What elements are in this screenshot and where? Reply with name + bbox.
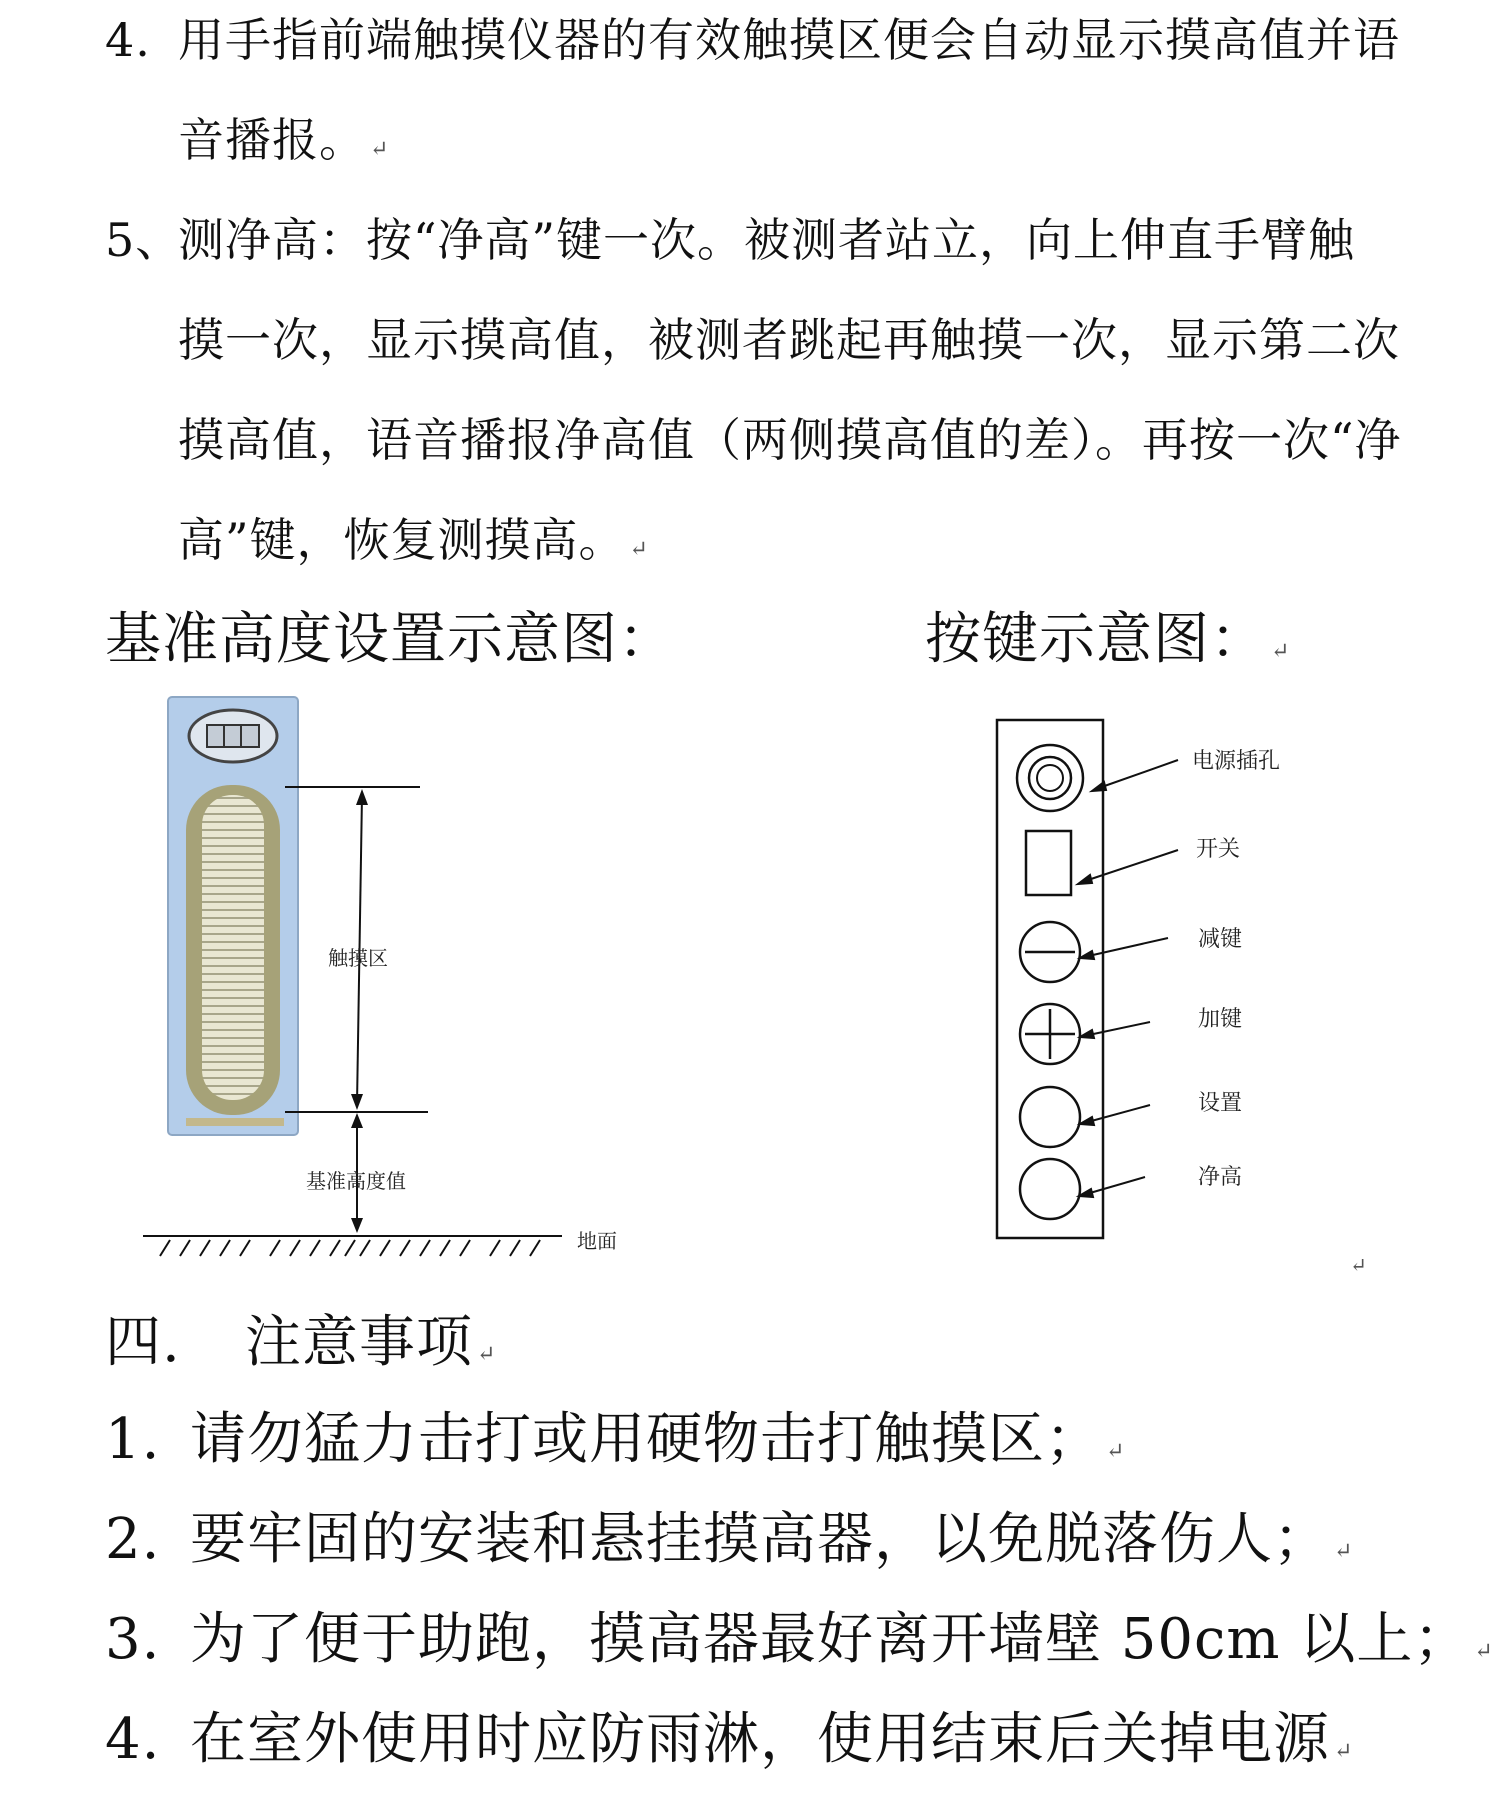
notes-heading-text: 注意事项 (245, 1310, 473, 1375)
note-number: 3. (105, 1607, 161, 1672)
step4-text-line2: 音播报。 (178, 113, 366, 167)
step4-text-line1: 用手指前端触摸仪器的有效触摸区便会自动显示摸高值并语 (178, 13, 1400, 67)
notes-heading-number: 四. (105, 1310, 181, 1375)
note-text: 要牢固的安装和悬挂摸高器，以免脱落伤人； (190, 1507, 1330, 1572)
step4-number: 4. (105, 13, 151, 67)
label-minus-key: 减键 (1198, 927, 1243, 952)
paragraph-mark: ↵ (1334, 1739, 1354, 1764)
note-number: 2. (105, 1507, 161, 1572)
paragraph-mark: ↵ (1106, 1439, 1126, 1464)
right-diagram-title: 按键示意图： (925, 607, 1267, 672)
step5-text-line1: 测净高：按“净高”键一次。被测者站立，向上伸直手臂触 (178, 213, 1356, 267)
label-net-height: 净高 (1198, 1165, 1243, 1190)
base-height-label: 基准高度值 (306, 1169, 406, 1193)
base-height-diagram (0, 680, 700, 1280)
touch-zone-label: 触摸区 (328, 946, 388, 970)
step5-text-line4: 高”键，恢复测摸高。 (178, 513, 626, 567)
button-panel (997, 720, 1103, 1238)
step5-text-line2: 摸一次，显示摸高值，被测者跳起再触摸一次，显示第二次 (178, 313, 1400, 367)
note-text: 在室外使用时应防雨淋，使用结束后关掉电源 (190, 1707, 1330, 1772)
left-diagram-title: 基准高度设置示意图： (105, 607, 675, 672)
step5-number: 5、 (105, 213, 183, 267)
paragraph-mark: ↵ (1271, 639, 1291, 664)
paragraph-mark: ↵ (477, 1342, 497, 1367)
note-text: 请勿猛力击打或用硬物击打触摸区； (190, 1407, 1102, 1472)
note-text: 为了便于助跑，摸高器最好离开墙壁 50cm 以上； (190, 1607, 1471, 1672)
label-switch: 开关 (1196, 837, 1241, 862)
step5-text-line3: 摸高值，语音播报净高值（两侧摸高值的差）。再按一次“净 (178, 413, 1402, 467)
button-layout-diagram (960, 700, 1380, 1277)
note-number: 1. (105, 1407, 161, 1472)
paragraph-mark: ↵ (1350, 1253, 1367, 1277)
paragraph-mark: ↵ (1334, 1539, 1354, 1564)
label-setting: 设置 (1198, 1091, 1243, 1116)
label-power-jack: 电源插孔 (1192, 749, 1281, 774)
paragraph-mark: ↵ (1474, 1639, 1494, 1664)
label-plus-key: 加键 (1198, 1007, 1243, 1032)
ground-hatching (160, 1240, 540, 1256)
note-number: 4. (105, 1707, 161, 1772)
paragraph-mark: ↵ (370, 137, 390, 162)
plus-key-icon (1020, 1004, 1080, 1064)
paragraph-mark: ↵ (629, 537, 649, 562)
ground-label: 地面 (577, 1229, 617, 1253)
